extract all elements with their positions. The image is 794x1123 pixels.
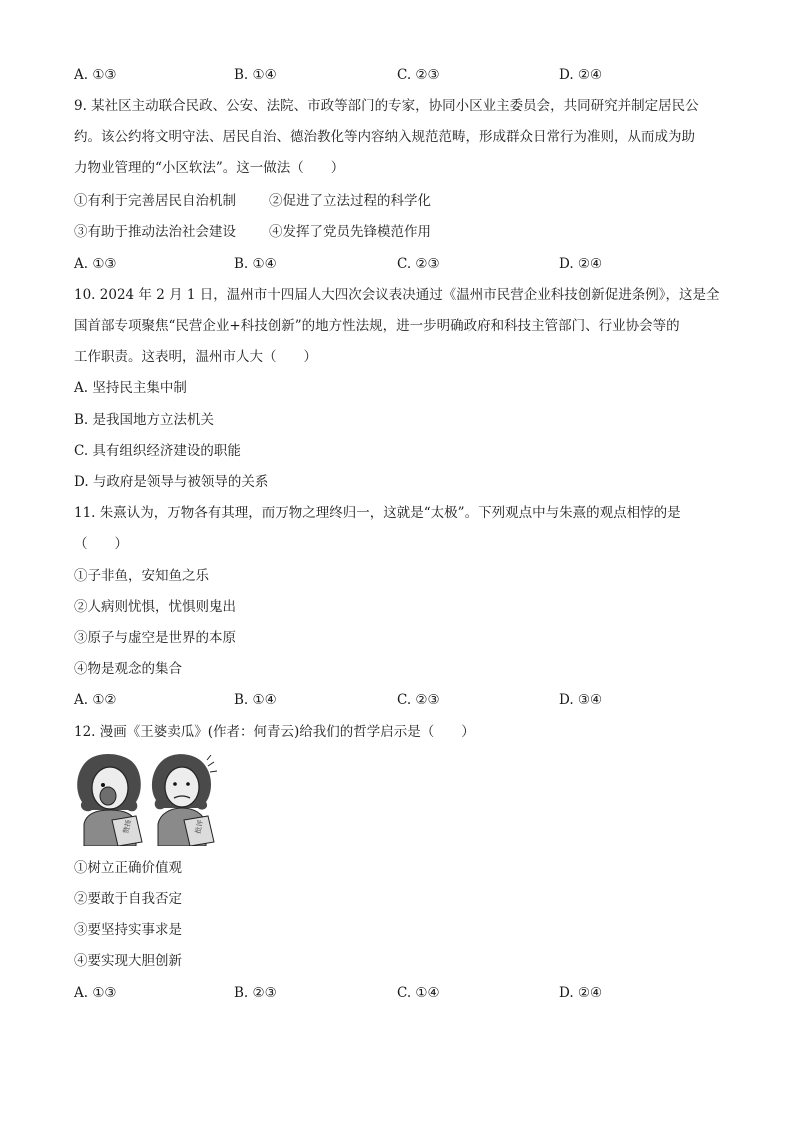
q12-statement-1: ①树立正确价值观 [74,860,182,876]
q9-statements-row-1 [74,192,734,210]
option-c: C. ②③ [397,256,440,272]
q10-option-b: B. 是我国地方立法机关 [74,412,215,428]
q9-stem-line-2: 约。该公约将文明守法、居民自治、德治教化等内容纳入规范范畴，形成群众日常行为准则，从而成为助 [74,129,695,145]
option-d: D. ②④ [559,67,603,83]
option-b: B. ①④ [234,256,277,272]
q12-stem: 12. 漫画《王婆卖瓜》(作者：何青云)给我们的哲学启示是（ ） [74,724,475,740]
q10-stem-line-1: 10. 2024 年 2 月 1 日，温州市十四届人大四次会议表决通过《温州市民营企业科技创新促进条例》，这是全 [74,287,720,303]
options-row-q8 [74,66,734,84]
q11-stem-line-2: （ ） [74,536,128,552]
right-figure [152,754,217,846]
option-b: B. ②③ [234,985,277,1001]
q10-stem-line-3: 工作职责。这表明，温州市人大（ ） [74,349,317,365]
option-b: B. ①④ [234,692,277,708]
option-c: C. ①④ [397,985,440,1001]
option-b: B. ①④ [234,67,277,83]
q10-option-d: D. 与政府是领导与被领导的关系 [74,474,269,490]
option-d: D. ②④ [559,985,603,1001]
option-a: A. ①③ [74,985,117,1001]
q9-statement-2: ②促进了立法过程的科学化 [269,193,431,209]
q9-statement-1: ①有利于完善居民自治机制 [74,193,236,209]
q9-statement-4: ④发挥了党员先锋模范作用 [269,224,431,240]
q9-stem-line-3: 力物业管理的“小区软法”。这一做法（ ） [74,160,345,176]
q12-options [74,984,734,1002]
q9-options [74,255,734,273]
q12-statement-3: ③要坚持实事求是 [74,922,182,938]
q12-statement-4: ④要实现大胆创新 [74,953,182,969]
option-c: C. ②③ [397,692,440,708]
q11-statement-3: ③原子与虚空是世界的本原 [74,630,236,646]
q11-stem-line-1: 11. 朱熹认为，万物各有其理，而万物之理终归一，这就是“太极”。下列观点中与朱熹的观点相悖的是 [74,505,681,521]
q11-statement-2: ②人病则忧惧，忧惧则鬼出 [74,599,236,615]
option-a: A. ①② [74,692,117,708]
q10-option-c: C. 具有组织经济建设的职能 [74,443,241,459]
q10-option-a: A. 坚持民主集中制 [74,380,187,396]
option-c: C. ②③ [397,67,440,83]
q9-stem-line-1: 9. 某社区主动联合民政、公安、法院、市政等部门的专家，协同小区业主委员会，共同研究并制定居民公 [74,98,699,114]
q11-options [74,691,734,709]
option-d: D. ②④ [559,256,603,272]
q9-statement-3: ③有助于推动法治社会建设 [74,224,236,240]
q11-statement-4: ④物是观念的集合 [74,661,182,677]
cartoon-image [74,750,226,846]
q12-statement-2: ②要敢于自我否定 [74,891,182,907]
option-d: D. ③④ [559,692,603,708]
q11-statement-1: ①子非鱼，安知鱼之乐 [74,568,209,584]
right-sheet-label: 批评 [194,819,205,835]
option-a: A. ①③ [74,256,117,272]
left-figure [77,754,142,846]
q9-statements-row-2 [74,223,734,241]
q10-stem-line-2: 国首部专项聚焦“民营企业+科技创新”的地方性法规，进一步明确政府和科技主管部门、行业协会等的 [74,318,680,334]
left-sheet-label: 赞扬 [122,819,133,835]
option-a: A. ①③ [74,67,117,83]
